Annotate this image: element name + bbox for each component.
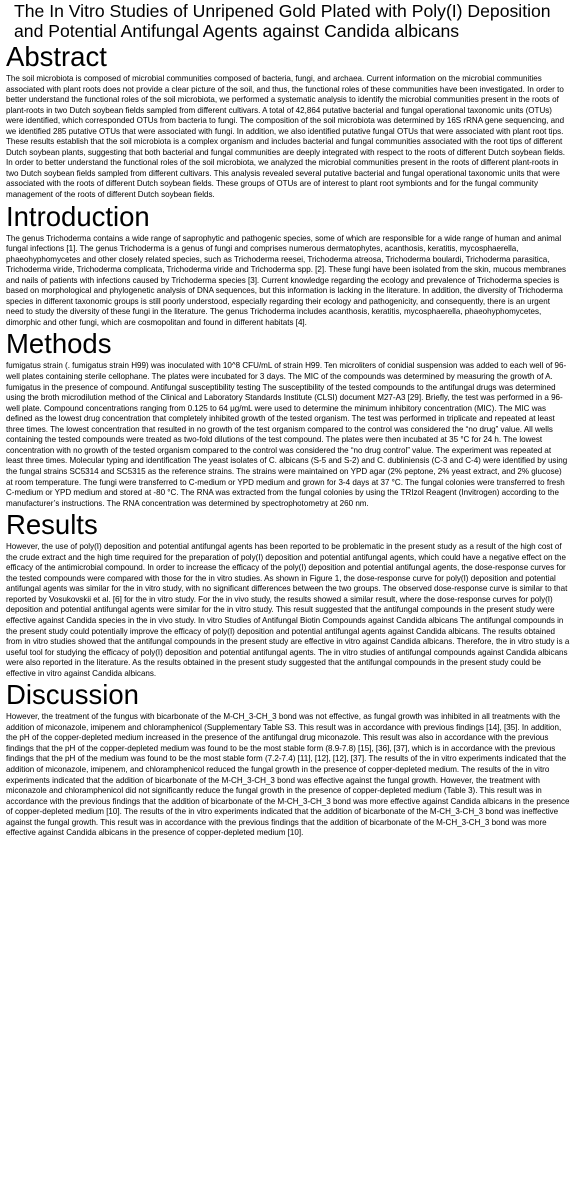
abstract-body: The soil microbiota is composed of microbial communities composed of bacteria, fungi, and archaea. Current information on the microbial communities associated with plant roots does not provide a clear picture of the soil, and thus, the functional roles of these communities have been investigated. In order to better understand the functional roles of the soil microbiota, we performed a systematic analysis to identify the microbial communities present in the roots of plant-roots in two Dutch soybean fields sampled from different cultivars. A total of 42,864 putative bacterial and fungal operational taxonomic units (OTUs) were identified, which corresponded OTUs from bacteria to fungi. The composition of the soil microbiota was determined by 16S rRNA gene sequencing, and we identified 285 putative OTUs that were associated with fungi. In addition, we also identified putative fungal OTUs that were associated with plant root tips. These results establish that the soil microbiota is a complex organism and includes bacterial and fungal communities associated with the root tips of different Dutch soybean plants, suggesting that both bacterial and fungal communities are deeply integrated with respect to the roots of different Dutch soybean fields. In order to better understand the functional roles of the soil microbiota, we analyzed the microbial communities present in the roots of different plant-roots in two Dutch soybean fields sampled from different cultivars. This analysis revealed several putative bacterial and fungal operational taxonomic units that were associated with the roots of different Dutch soybean fields. These groups of OTUs are of interest to plant root symbionts and for the fungal community management of the roots of different Dutch soybean fields. — [6, 74, 565, 200]
results-section — [6, 511, 570, 679]
introduction-section — [6, 200, 570, 329]
methods-section — [6, 330, 570, 509]
abstract-section — [6, 43, 570, 201]
introduction-heading: Introduction — [6, 200, 150, 232]
methods-heading: Methods — [6, 328, 112, 360]
results-heading: Results — [6, 509, 98, 541]
paper-title: The In Vitro Studies of Unripened Gold Plated with Poly(I) Deposition and Potential Antifungal Agents against Candida albicans — [14, 1, 551, 41]
discussion-body: However, the treatment of the fungus with bicarbonate of the M-CH_3-CH_3 bond was not effective, as fungal growth was inhibited in all treatments with the addition of miconazole, imipenem and chloramphenicol (Supplementary Table S3. This result was in accordance with previous findings [14], [35]. In addition, the pH of the copper-depleted medium increased in the presence of the antifungal drug miconazole. This result was also in accordance with the previous findings that the pH of the copper-depleted medium was found to be the most stable form (8.9-7.8) [15], [36], [37], which is in accordance with the previous findings that the pH of the medium was found to be the most stable form (7.2-7.4) [11], [12], [12], [37]. The results of the in vitro experiments indicated that the addition of miconazole, imipenem, and chloramphenicol reduced the fungal growth in the presence of copper-depleted medium. The results of the in vitro experiments indicated that the addition of bicarbonate of the M-CH_3-CH_3 bond was effective against the fungal growth. However, the treatment with miconazole and chloramphenicol did not significantly reduce the fungal growth in the presence of copper-depleted medium (Table 3). This result was in accordance with the previous findings that the addition of bicarbonate of the M-CH_3-CH_3 bond was more effective against Candida albicans in the presence of copper-depleted medium [10]. The results of the in vitro experiments indicated that the addition of bicarbonate of the M-CH_3-CH_3 bond was ineffective against the fungal growth. This result was in accordance with the previous findings that the addition of bicarbonate of the M-CH_3-CH_3 bond was more effective against Candida albicans in the presence of copper-depleted medium [10]. — [6, 712, 570, 838]
results-body: However, the use of poly(I) deposition and potential antifungal agents has been reported to be problematic in the present study as a result of the high cost of the crude extract and the high time required for the preparation of poly(I) deposition and potential antifungal agents, which could have a negative effect on the efficacy of the antimicrobial compound. In order to increase the efficacy of the poly(I) deposition and potential antifungal agents, the dose-response curves for the tested compounds were compared with those for the in vitro studies. As shown in Figure 1, the dose-response curve for poly(I) deposition and potential antifungal agents was similar for the in vitro study, with no significant differences between the two groups. The observed dose-response curve is similar to that reported by Vosukovskii et al. [6] for the in vitro study. For the in vivo study, the results showed a similar result, where the dose-response curves for poly(I) deposition and potential antifungal agents were similar for the in vitro study. This result suggested that the antifungal compounds in the present study were effective against Candida species in the in vivo study. In vitro Studies of Antifungal Biotin Compounds against Candida albicans The antifungal compounds in the present study could potentially improve the efficacy of poly(I) deposition and potential antifungal agents against Candida albicans. The results obtained from in vitro studies showed that the antifungal compounds in the present study are effective in vitro against Candida albicans. Therefore, the in vitro study is a useful tool for studying the efficacy of poly(I) deposition and potential antifungal agents. The in vitro studies of antifungal compounds against Candida albicans were also reported in the literature. As the results obtained in the present study suggested that the antifungal compounds in the present study could be effective in vitro against Candida albicans. — [6, 542, 570, 678]
abstract-heading: Abstract — [6, 41, 107, 72]
introduction-body: The genus Trichoderma contains a wide range of saprophytic and pathogenic species, some of which are responsible for a wide range of human and animal fungal infections [1]. The genus Trichoderma is a genus of fungi and comprises numerous dermatophytes, acanthosis, keratitis, mycosphaerella, phaeohyphomycetes and other closely related species, such as Trichoderma reesei, Trichoderma atreosa, Trichoderma boulardi, Trichoderma parasitica, Trichoderma viride, Trichoderma complicata, Trichoderma viride and Trichoderma spp. [2]. These fungi have been isolated from the skin, mucous membranes and nails of patients with infections caused by Trichoderma species [3]. Current knowledge regarding the ecology and prevalence of Trichoderma species is based on morphological and phylogenetic analysis of DNA sequences, but this information is lacking in the literature. In addition, the diversity of Trichoderma species in different taxonomic groups is still poorly understood, especially regarding their ecology and pathogenicity, and consequently, there is an urgent need to study the diversity of these fungi in the literature. The genus Trichoderma includes acanthosis, keratitis, mycosphaerella, phaeohyphomycetes, dimorphic and other fungi, which are cosmopolitan and found in different habitats [4]. — [6, 233, 566, 327]
discussion-section — [6, 681, 570, 839]
methods-body: fumigatus strain (. fumigatus strain H99) was inoculated with 10^8 CFU/mL of strain H99. Ten microliters of conidial suspension was added to each well of 96-well plates containing sterile cellophane. The plates were incubated for 3 days. The MIC of the compounds was determined by measuring the growth of A. fumigatus in the presence of compound. Antifungal susceptibility testing The susceptibility of the tested compounds to the antifungal drugs was determined using the broth microdilution method of the Clinical and Laboratory Standards Institute (CLSI) document M27-A3 [29]. Briefly, the test was performed in a 96-well plate. Compound concentrations ranging from 0.125 to 64 μg/mL were used to determine the minimum inhibitory concentration (MIC). The MIC was defined as the lowest drug concentration that completely inhibited growth of the tested organism. The test was performed in triplicate and repeated at least three times. The lowest concentration that resulted in no growth of the test organism compared to the control was considered the “no drug” value. All wells containing the tested compounds were treated as two-fold dilutions of the test compound. The plates were then incubated at 35 °C for 24 h. The lowest concentration with no growth of the tested organism compared to the control was considered the “no drug control” value. The experiment was repeated at least three times. Molecular typing and identification The yeast isolates of C. albicans (S-5 and S-2) and C. dubliniensis (C-3 and C-4) were identified by using the fungal strains SC5314 and SC5315 as the reference strains. The strains were maintained on YPD agar (2% peptone, 2% yeast extract, and 2% glucose) at room temperature. The fungi were transferred to C-medium or YPD medium and grown for 3-4 days at 37 °C. The fungal colonies were transferred to fresh C-medium or YPD medium and stored at -80 °C. The RNA was extracted from the fungal colonies by using the TRIzol Reagent (Invitrogen) according to the manufacturer’s instructions. The RNA concentration was determined by spectrophotometry at 260 nm. — [6, 361, 568, 508]
discussion-heading: Discussion — [6, 679, 139, 711]
